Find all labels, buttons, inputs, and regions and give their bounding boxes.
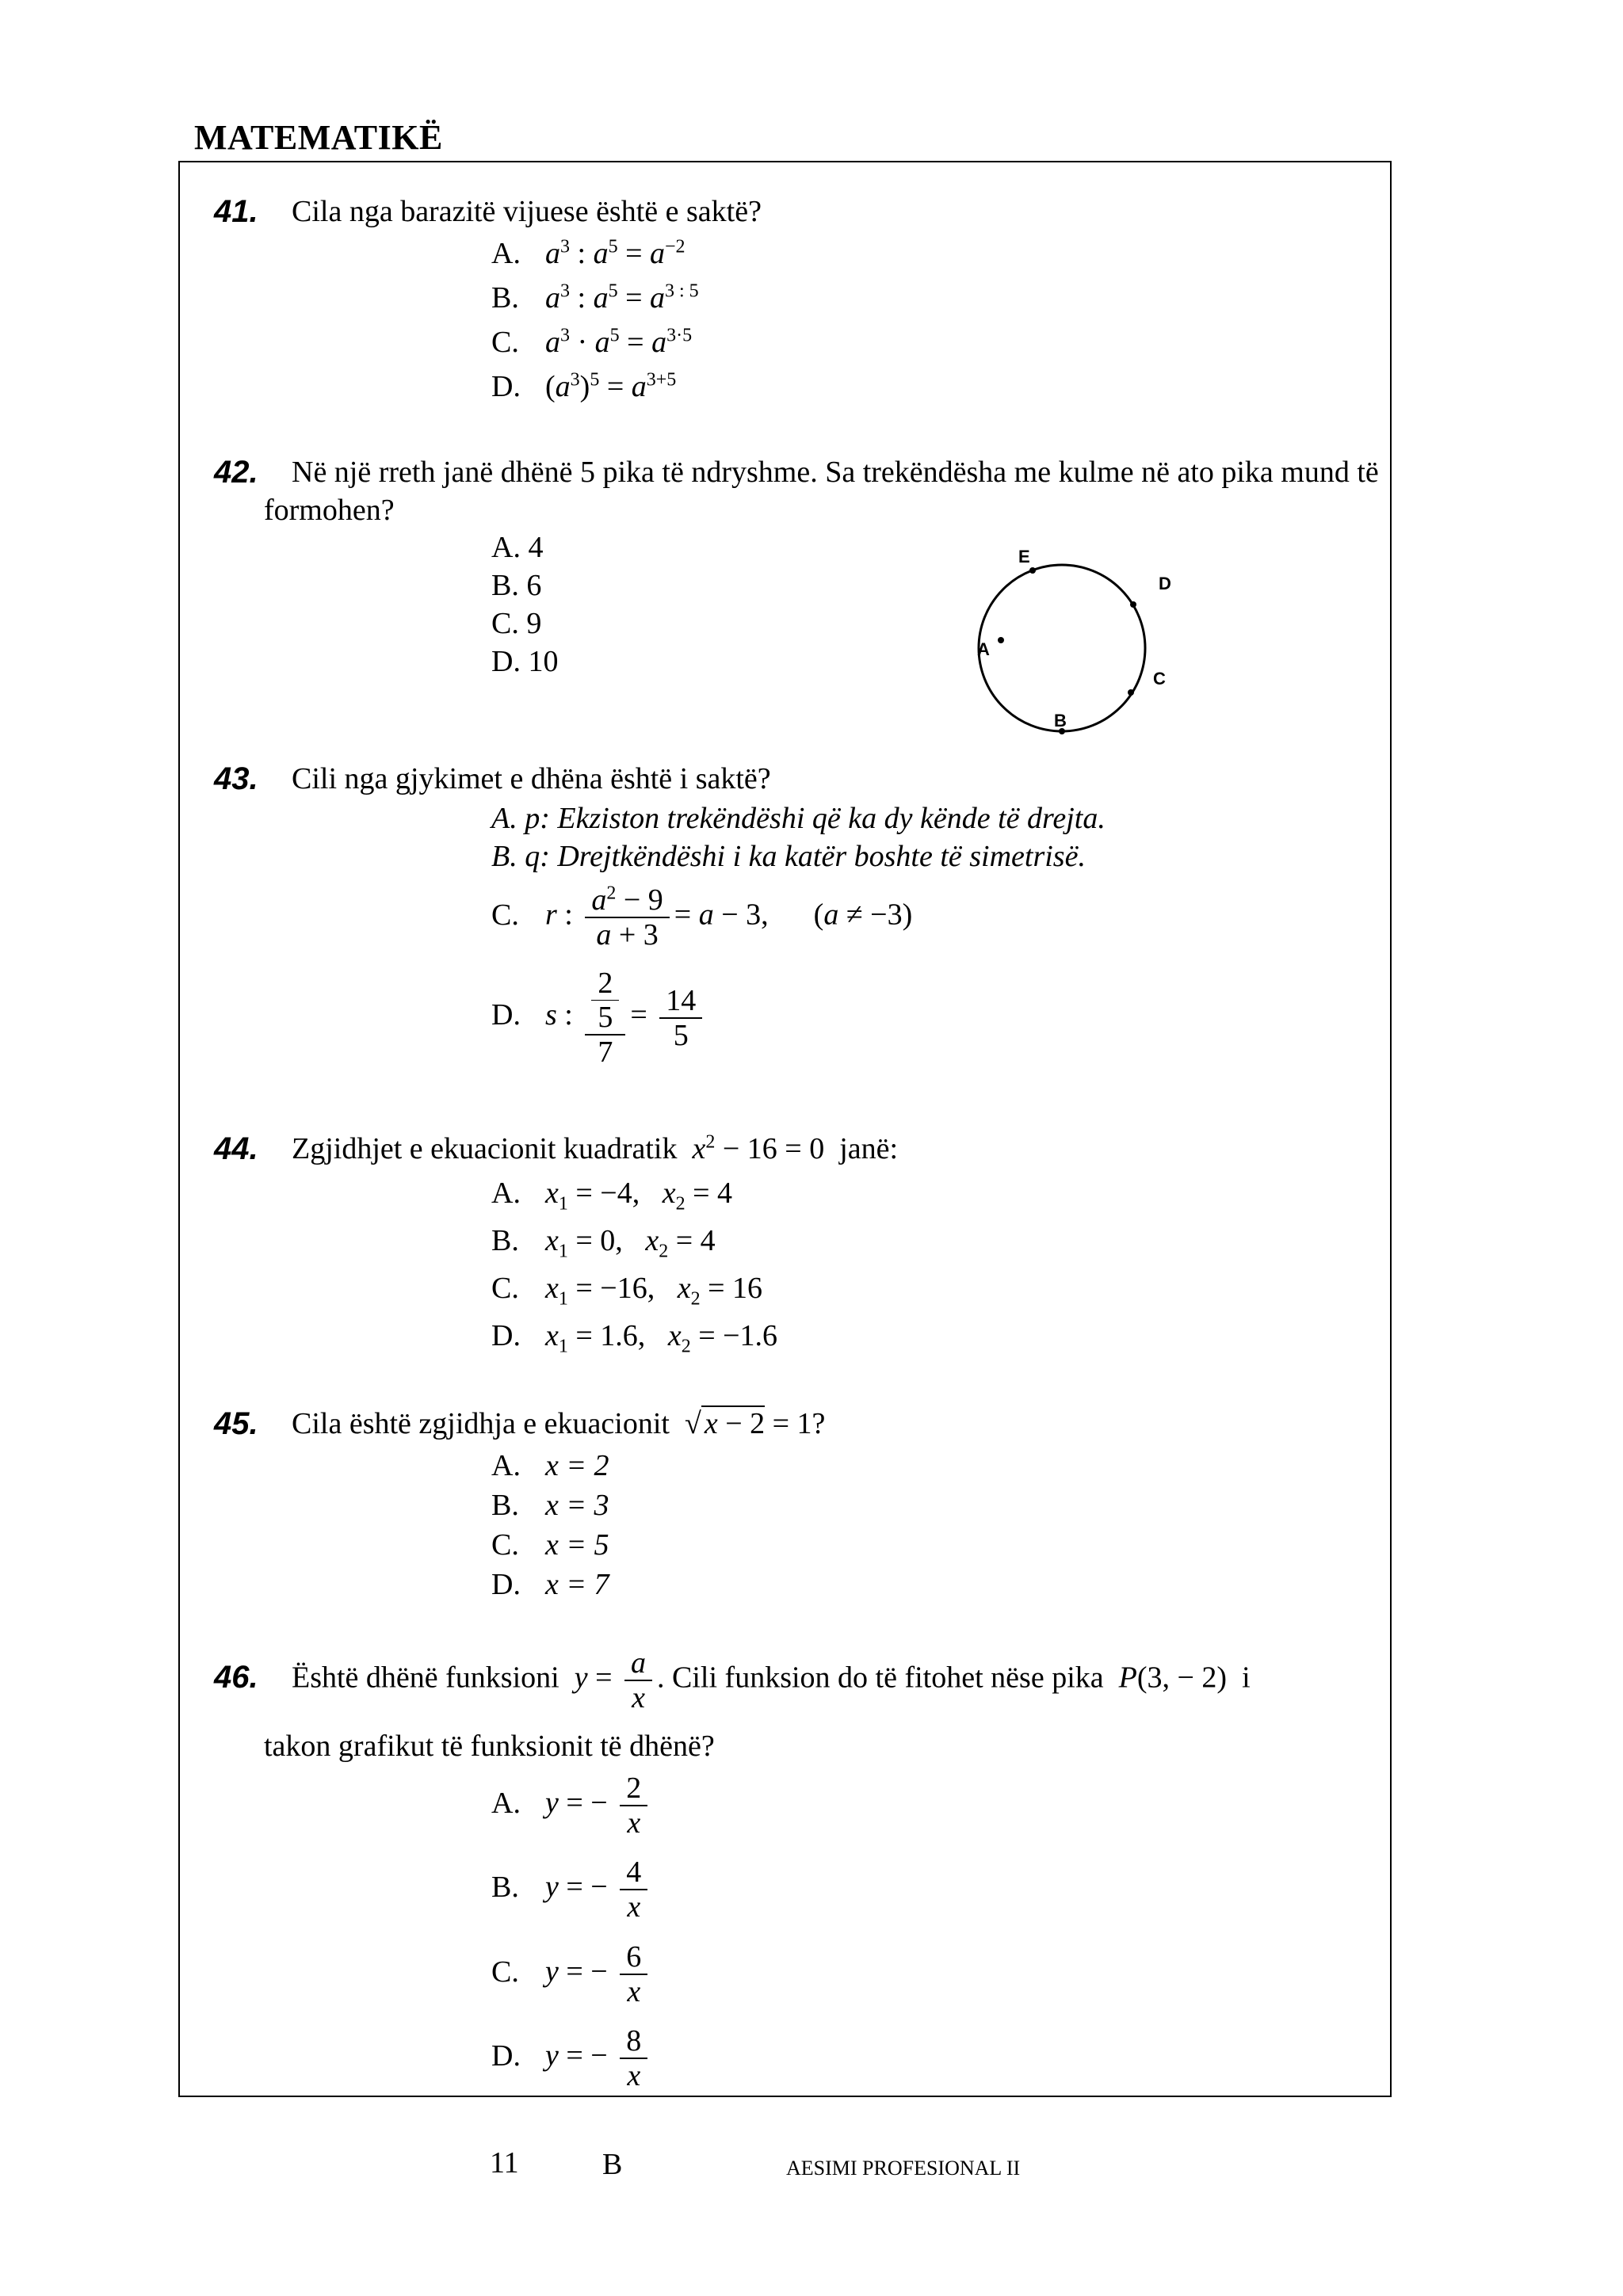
q43-option-a: A. p: Ekziston trekëndëshi që ka dy kënde të drejta. <box>491 802 1106 835</box>
label-e: E <box>1018 547 1030 566</box>
question-43-text: Cili nga gjykimet e dhëna është i saktë? <box>292 762 771 795</box>
q44-option-c: C. $x_1 = -16$, $x_2 = 16$ <box>491 1272 763 1310</box>
subject-title: MATEMATIKË <box>194 118 443 157</box>
q46-option-c: C. y = − $\frac{6}{x}$ <box>491 1940 652 2008</box>
question-44-text: Zgjidhjet e ekuacionit kuadratik $x^2 - 16 = 0$ janë: <box>292 1131 899 1165</box>
question-43-number: 43. <box>214 761 258 796</box>
q42-option-c: C. 9 <box>491 607 542 640</box>
circle-diagram <box>951 527 1189 757</box>
q43-option-b: B. q: Drejtkëndëshi i ka katër boshte të simetrisë. <box>491 840 1086 873</box>
questions-frame <box>178 161 1392 2097</box>
q43-option-c: C. r : $\frac{a^2 - 9}{a + 3}$ = a − 3, (a ≠ −3) <box>491 883 913 952</box>
q46-option-a: A. y = − $\frac{2}{x}$ <box>491 1772 652 1840</box>
label-d: D <box>1159 574 1171 593</box>
label-c: C <box>1153 669 1166 688</box>
question-45-text: Cila është zgjidhja e ekuacionit √ x − 2 = 1? <box>292 1407 826 1440</box>
q45-option-d: D. x = 7 <box>491 1568 609 1601</box>
q42-option-d: D. 10 <box>491 645 559 678</box>
question-42-text: Në një rreth janë dhënë 5 pika të ndryshme. Sa trekëndësha me kulme në ato pika mund të formohen? <box>264 456 1379 527</box>
test-variant: B <box>602 2148 623 2181</box>
q41-option-a: A. $a^3$ : $a^5 = a^{-2}$ <box>491 236 685 270</box>
label-a: A <box>977 639 990 659</box>
q41-option-d: D. $(a^3)^5 = a^{3+5}$ <box>491 369 677 403</box>
question-46-text: Është dhënë funksioni y = $\frac{a}{x}$ . Cili funksion do të fitohet nëse pika P(3, − 2) i <box>292 1646 1251 1714</box>
q44-option-a: A. $x_1 = -4$, $x_2 = 4$ <box>491 1177 733 1215</box>
q44-option-b: B. $x_1 = 0$, $x_2 = 4$ <box>491 1224 716 1262</box>
footer-title: AESIMI PROFESIONAL II <box>786 2157 1021 2180</box>
q45-option-b: B. x = 3 <box>491 1489 609 1522</box>
q45-option-c: C. x = 5 <box>491 1528 609 1562</box>
q41-option-b: B. $a^3$ : $a^5 = a^{3 : 5}$ <box>491 280 699 315</box>
question-41-number: 41. <box>214 194 258 229</box>
q45-option-a: A. x = 2 <box>491 1449 609 1482</box>
question-42-number: 42. <box>214 455 258 490</box>
q43-option-d: D. s : $\frac{\frac{2}{5}}{7}$ = $\frac{14}{5}$ <box>491 967 707 1069</box>
question-46-number: 46. <box>214 1660 258 1695</box>
q46-option-b: B. y = − $\frac{4}{x}$ <box>491 1855 652 1924</box>
page-number: 11 <box>490 2146 519 2180</box>
question-45-number: 45. <box>214 1406 258 1441</box>
circle <box>979 565 1145 731</box>
point-d <box>1130 601 1136 608</box>
point-c <box>1128 689 1134 696</box>
q42-option-a: A. 4 <box>491 531 544 564</box>
q46-option-d: D. y = − $\frac{8}{x}$ <box>491 2024 652 2092</box>
point-a <box>998 637 1004 643</box>
q42-option-b: B. 6 <box>491 569 542 602</box>
q41-option-c: C. $a^3 \cdot a^5 = a^{3\cdot 5}$ <box>491 325 693 359</box>
question-44-number: 44. <box>214 1131 258 1166</box>
label-b: B <box>1054 711 1067 730</box>
point-e <box>1029 567 1036 574</box>
question-46-text-line2: takon grafikut të funksionit të dhënë? <box>264 1730 715 1763</box>
question-41-text: Cila nga barazitë vijuese është e saktë? <box>292 195 762 228</box>
q44-option-d: D. $x_1 = 1.6$, $x_2 = -1.6$ <box>491 1319 778 1357</box>
